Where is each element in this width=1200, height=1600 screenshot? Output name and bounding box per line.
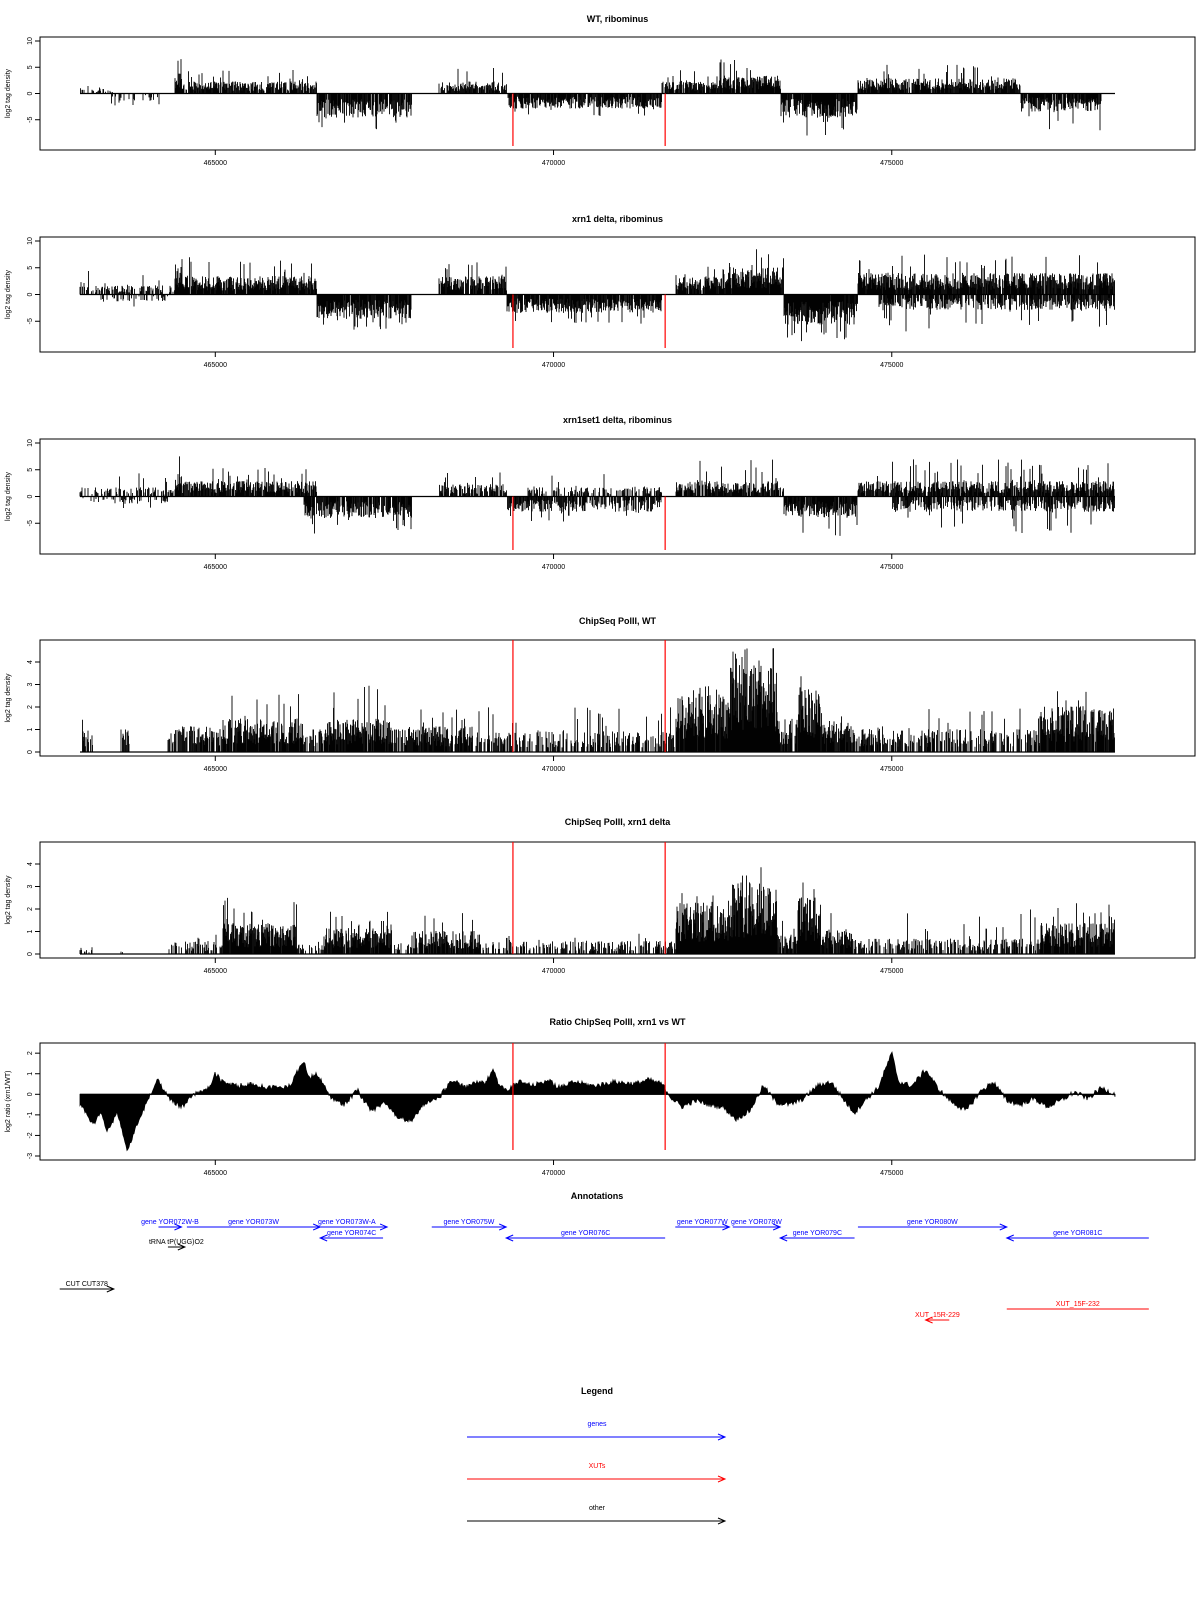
chart-title: xrn1set1 delta, ribominus [562, 415, 673, 425]
y-tick-label: 10 [27, 237, 34, 245]
y-axis-label: log2 tag density [5, 68, 12, 119]
y-tick-label: 10 [27, 439, 34, 447]
y-tick-label: 5 [27, 467, 34, 472]
x-tick-label: 470000 [541, 362, 566, 369]
chart-title: xrn1 delta, ribominus [571, 214, 664, 224]
y-tick-label: -5 [27, 116, 34, 123]
chart-panel-2 [5, 214, 1195, 369]
y-tick-label: 5 [27, 265, 34, 270]
signal-bars [81, 59, 1102, 135]
x-tick-label: 470000 [541, 160, 566, 167]
y-tick-label: 10 [27, 37, 34, 45]
x-tick-label: 475000 [880, 160, 904, 167]
x-tick-label: 470000 [541, 564, 566, 571]
signal-bars [80, 249, 1115, 341]
y-tick-label: 0 [27, 91, 34, 96]
y-tick-label: -5 [27, 520, 34, 527]
y-tick-label: 5 [27, 65, 34, 70]
chart-panel-1 [5, 14, 1195, 167]
chart-panel-3 [5, 415, 1195, 571]
y-axis-label: log2 tag density [5, 269, 12, 320]
y-axis-label: log2 tag density [5, 471, 12, 522]
x-tick-label: 475000 [880, 564, 904, 571]
x-tick-label: 465000 [203, 362, 227, 369]
x-tick-label: 475000 [880, 362, 904, 369]
y-tick-label: -5 [27, 318, 34, 325]
y-tick-label: 0 [27, 494, 34, 499]
x-tick-label: 465000 [203, 160, 227, 167]
y-tick-label: 0 [27, 292, 34, 297]
chart-title: WT, ribominus [586, 14, 649, 24]
x-tick-label: 465000 [203, 564, 227, 571]
